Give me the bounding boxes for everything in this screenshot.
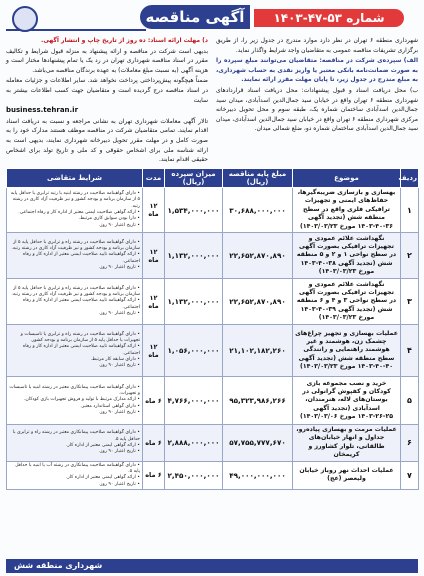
row-conditions	[7, 279, 143, 325]
intro-paragraph-deposit: الف) سپرده‌ی شرکت در مناقصه: متقاضیان می‌توانند مبلغ سپرده را به صورت ضمانت‌نامه بانکی معتبر یا واریز نقدی به حساب شهرداری، به مبلغ مندرج در جدول زیر، تا پایان مهلت مقرر ارائه نمایند.	[216, 57, 418, 84]
table-row	[7, 461, 419, 489]
row-base-amount: ۲۲,۶۵۲,۸۷۰,۸۹۰	[223, 279, 293, 325]
condition-item: • دارای گواهینامه صلاحیت در رشته راه و ترابری با حداقل پایه ۵ از سازمان برنامه و بودجه کشور و نیز ظرفیت آزاد کاری در رشته رتبه.	[11, 285, 140, 298]
row-base-amount: ۹۵,۳۲۳,۹۸۶,۲۶۶	[223, 377, 293, 425]
table-header-row	[7, 169, 419, 188]
condition-item: • تاریخ اعتبار ۹۰ روز.	[98, 363, 140, 369]
row-base-amount: ۳۰,۶۸۸,۰۰۰,۰۰۰	[223, 188, 293, 233]
tender-table	[6, 168, 419, 490]
row-deposit-amount: ۴,۷۶۶,۰۰۰,۰۰۰	[165, 377, 223, 425]
intro-right-column	[216, 36, 418, 135]
table-row	[7, 425, 419, 462]
header-subject: موضوع	[293, 169, 401, 188]
row-subject: خرید و نصب مجموعه بازی کودکان و کفپوش گرانولی در بوستان‌های لاله، هنرمندان، اسدآبادی (تجدید آگهی ۲۵-۲۶-۱۴۰۳ مورخ ۱۴۰۳/۰۳/۰۶)	[293, 377, 401, 425]
row-duration: ۱۲ ماه	[143, 325, 165, 377]
row-base-amount: ۵۷,۷۵۵,۷۷۷,۶۷۰	[223, 425, 293, 462]
row-subject: عملیات بهسازی و تجهیز چراغ‌های چشمک زن، هوشمند و غیر هوشمند راهنمایی و رانندگی سطح منطقه شش (تجدید آگهی ۴۰-۴۰-۱۴۰۳ مورخ ۱۴۰۳/۰۳/۲۳)	[293, 325, 401, 377]
row-duration: ۱۲ ماه	[143, 233, 165, 279]
table-row	[7, 279, 419, 325]
condition-item: • دارای گواهینامه صلاحیت در رشته راه و ترابری با حداقل پایه ۵ از سازمان برنامه و بودجه کشور و نیز ظرفیت آزاد کاری در رشته رتبه.	[11, 239, 140, 252]
row-deposit-amount: ۱,۱۳۲,۰۰۰,۰۰۰	[165, 279, 223, 325]
website-link[interactable]: business.tehran.ir	[6, 106, 79, 115]
intro-paragraph: تالار آگهی معاملات شهرداری تهران به نشانی مراجعه و نسبت به دریافت اسناد اقدام نمایند. تمامی متقاضیان شرکت در مناقصه موظف هستند مدارک خود را به صورت کامل و در مهلت مقرر تحویل دبیرخانه شهرداری نمایند، بدیهی است به ارائه شناسه ملی برای اشخاص حقوقی و کد ملی و تاریخ تولد برای اشخاص حقیقی اقدام نمایند.	[6, 117, 208, 164]
row-duration: ۱۲ ماه	[143, 188, 165, 233]
condition-item: • دارای سابقه کار مرتبط.	[90, 356, 140, 362]
table-row	[7, 377, 419, 425]
row-base-amount: ۲۱,۱۰۲,۱۸۲,۲۶۰	[223, 325, 293, 377]
row-duration: ۱۲ ماه	[143, 279, 165, 325]
header-duration: مدت	[143, 169, 165, 188]
row-conditions	[7, 233, 143, 279]
row-deposit-amount: ۲,۸۸۸,۰۰۰,۰۰۰	[165, 425, 223, 462]
table-row	[7, 325, 419, 377]
row-conditions	[7, 377, 143, 425]
header-deposit: میزان سپرده (ریال)	[165, 169, 223, 188]
condition-item: • دارای گواهینامه صلاحیت در رشته راه و ترابری یا تاسیسات و تجهیزات با حداقل پایه ۵ از سازمان برنامه و بودجه کشور.	[20, 331, 140, 343]
condition-item: • تاریخ اعتبار ۹۰ روز.	[98, 481, 140, 487]
row-deposit-amount: ۲,۴۵۰,۰۰۰,۰۰۰	[165, 461, 223, 489]
row-index: ۴	[401, 325, 419, 377]
table-row	[7, 188, 419, 233]
row-conditions	[7, 188, 143, 233]
condition-item: • تاریخ اعتبار ۹۰ روز.	[98, 264, 140, 270]
condition-item: • دارای گواهینامه صلاحیت پیمانکاری معتبر در رشته راه و ترابری با حداقل پایه ۵.	[12, 430, 140, 442]
row-duration: ۶ ماه	[143, 425, 165, 462]
municipality-logo-icon	[12, 6, 38, 32]
row-duration: ۶ ماه	[143, 461, 165, 489]
row-subject: عملیات احداث نهر روباز خیابان ولیعصر (عج)	[293, 461, 401, 489]
row-index: ۷	[401, 461, 419, 489]
row-index: ۵	[401, 377, 419, 425]
intro-left-column	[6, 36, 208, 166]
row-base-amount: ۴۹,۰۰۰,۰۰۰,۰۰۰	[223, 461, 293, 489]
row-conditions	[7, 461, 143, 489]
row-conditions	[7, 425, 143, 462]
condition-item: • ارائه گواهینامه تایید صلاحیت ایمنی معتبر از اداره کار و رفاه اجتماعی.	[22, 344, 140, 356]
condition-item: • ارائه مدارک مرتبط با تولید و فروش تجهیزات بازی کودکان.	[23, 397, 140, 403]
condition-item: • ارائه گواهی ایمنی معتبر از اداره کار.	[66, 475, 140, 481]
condition-item: • تاریخ اعتبار ۹۰ روز.	[98, 409, 140, 415]
header-conditions: شرایط متقاضی	[7, 169, 143, 188]
condition-item: • ارائه گواهی ایمنی معتبر از اداره کار.	[66, 442, 140, 448]
table-row	[7, 233, 419, 279]
row-deposit-amount: ۱,۰۵۶,۰۰۰,۰۰۰	[165, 325, 223, 377]
notice-title: آگهی مناقصه	[140, 5, 250, 29]
row-base-amount: ۲۲,۶۵۲,۸۷۰,۸۹۰	[223, 233, 293, 279]
row-subject: نگهداشت علائم عمودی و تجهیزات ترافیکی بصورت آگهی در سطح نواحی ۳ و ۴ و ۶ منطقه شش (تجدید آگهی ۳۹-۴۰-۱۴۰۳ مورخ ۱۴۰۳/۰۳/۲۳)	[293, 279, 401, 325]
row-index: ۲	[401, 233, 419, 279]
footer-bar: شهرداری منطقه شش	[6, 559, 418, 573]
row-conditions	[7, 325, 143, 377]
intro-deadline: د) مهلت ارائه اسناد: ده روز از تاریخ چاپ و انتشار آگهی.	[41, 37, 208, 44]
condition-item: • ارائه گواهینامه تایید صلاحیت ایمنی معتبر از اداره کار و رفاه اجتماعی.	[22, 298, 140, 310]
row-subject: بهسازی و بازسازی ضریبه‌گیرها، حفاظ‌های ایمنی و تجهیزات ترافیکی فلزی واقع در سطح منطقه شش (تجدید آگهی ۳۶-۴۰-۱۴۰۳ مورخ ۱۴۰۳/۰۳/۲۳)	[293, 188, 401, 233]
condition-item: • تاریخ اعتبار ۹۰ روز.	[98, 310, 140, 316]
row-duration: ۶ ماه	[143, 377, 165, 425]
intro-paragraph: شهرداری منطقه ۶ تهران در نظر دارد موارد مندرج در جدول زیر را، از طریق برگزاری تشریفات مناقصه عمومی به متقاضیان واجد شرایط واگذار نماید.	[216, 37, 418, 54]
row-subject: نگهداشت علائم عمودی و تجهیزات ترافیکی بصورت آگهی در سطح نواحی ۱ و ۲ و ۵ منطقه شش (تجدید آگهی ۳۸-۴۰-۱۴۰۳ مورخ ۱۴۰۳/۰۳/۲۳)	[293, 233, 401, 279]
condition-item: • دارای گواهینامه صلاحیت در رشته ابنیه با رتبه ترابری یا حداقل پایه ۵ از سازمان برنامه و بودجه کشور و نیز ظرفیت آزاد کاری در رشته رتبه.	[10, 191, 140, 209]
condition-item: • دارای گواهینامه صلاحیت پیمانکاری معتبر در رشته ابنیه یا تاسیسات و تجهیزات.	[9, 384, 140, 397]
condition-item: • دارای گواهی استاندارد معتبر.	[80, 403, 140, 409]
notice-intro	[6, 36, 418, 166]
notice-header	[6, 3, 418, 33]
condition-item: • تاریخ اعتبار ۹۰ روز.	[98, 449, 140, 455]
header-idx: ردیف	[401, 169, 419, 188]
condition-item: • ارائه گواهینامه تایید صلاحیت ایمنی معتبر از اداره کار و رفاه اجتماعی.	[22, 252, 140, 264]
row-deposit-amount: ۱,۱۳۲,۰۰۰,۰۰۰	[165, 233, 223, 279]
intro-paragraph-location: ب) محل دریافت اسناد و قبول پیشنهادات: محل دریافت اسناد قراردادهای شهرداری منطقه ۶ تهران واقع در خیابان سید جمال‌الدین اسدآبادی، میدان سید جمال‌الدین اسدآبادی ساختمان شماره یک، طبقه سوم و محل تحویل دبیرخانه مرکزی شهرداری منطقه ۶ تهران واقع در خیابان سید جمال‌الدین اسدآبادی، میدان سید جمال‌الدین اسدآبادی ساختمان شماره دو، ضلع شمالی میدان.	[216, 86, 419, 133]
row-index: ۳	[401, 279, 419, 325]
row-subject: عملیات مرمت و بهسازی پیاده‌رو، جداول و انهار خیابان‌های طالقانی، تلوار کشاورز و کریمخان	[293, 425, 401, 462]
row-index: ۱	[401, 188, 419, 233]
intro-paragraph: بدیهی است شرکت در مناقصه و ارائه پیشنهاد به منزله قبول شرایط و تکالیف مقرر در اسناد مناقصه شهرداری تهران در رد یک یا تمام پیشنهادها مختار است و هزینه آگهی (به نسبت مبلغ معاملات) به عهده برندگان مناقصه می‌باشد.	[6, 47, 208, 74]
header-base: مبلغ پایه مناقصه (ریال)	[223, 169, 293, 188]
intro-paragraph: ضمناً هیچگونه پیش‌پرداختی پرداخت نخواهد شد. سایر اطلاعات و جزئیات معامله در اسناد مناقصه درج گردیده است و متقاضیان جهت کسب اطلاعات بیشتر به سایت	[6, 77, 208, 104]
condition-item: • دارای گواهینامه صلاحیت پیمانکاری در رشته آب یا ابنیه با حداقل پایه ۵.	[15, 462, 140, 474]
row-deposit-amount: ۱,۵۳۴,۰۰۰,۰۰۰	[165, 188, 223, 233]
notice-number: شماره ۵۳-۴۷-۱۴۰۳	[254, 9, 404, 27]
condition-item: • ارائه گواهی صلاحیت ایمنی معتبر از اداره کار و رفاه اجتماعی.	[18, 210, 140, 216]
condition-item: • دارا بودن سوابق کاری مرتبط.	[78, 216, 140, 222]
condition-item: • تاریخ اعتبار ۹۰ روز.	[98, 222, 140, 228]
row-index: ۶	[401, 425, 419, 462]
